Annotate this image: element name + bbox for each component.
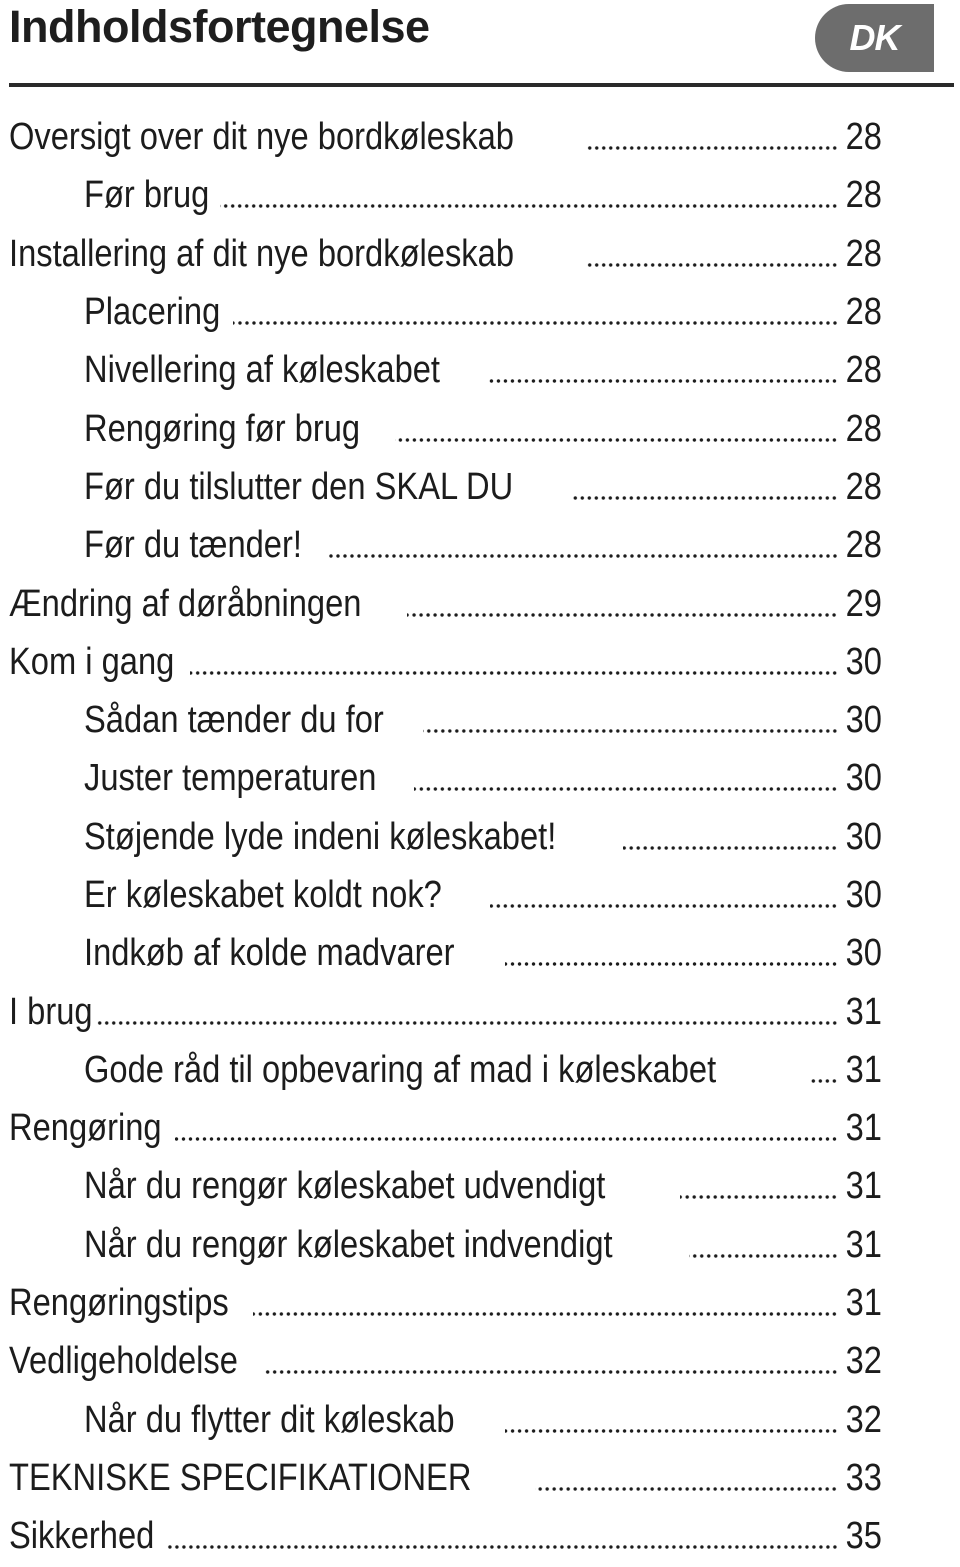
dot-leader	[167, 1545, 838, 1549]
dot-leader	[585, 146, 838, 150]
dot-leader	[535, 1487, 838, 1491]
dot-leader	[423, 729, 838, 733]
toc-entry-page-number: 30	[845, 640, 882, 683]
toc-entry-page-number: 29	[845, 582, 882, 625]
toc-entry-title: Når du flytter dit køleskab	[84, 1398, 455, 1441]
toc-subentry[interactable]	[0, 399, 960, 457]
toc-entry-title: Placering	[84, 291, 221, 334]
toc-entry-title: Før du tænder!	[84, 524, 302, 567]
dot-leader	[809, 1079, 838, 1083]
dot-leader	[505, 962, 838, 966]
toc-entry-page-number: 30	[845, 699, 882, 742]
toc-entry-title: Juster temperaturen	[84, 757, 377, 800]
toc-entry-page-number: 28	[845, 174, 882, 217]
toc-entry-title: Sådan tænder du for	[84, 699, 384, 742]
toc-entry-page-number: 31	[845, 990, 882, 1033]
dot-leader	[395, 438, 838, 442]
toc-entry-page-number: 31	[845, 1048, 882, 1091]
toc-subentry[interactable]	[0, 749, 960, 807]
toc-subentry[interactable]	[0, 341, 960, 399]
dot-leader	[264, 1370, 838, 1374]
toc-subentry[interactable]	[0, 458, 960, 516]
toc-entry[interactable]	[0, 982, 960, 1040]
toc-subentry[interactable]	[0, 808, 960, 866]
toc-entry-title: TEKNISKE SPECIFIKATIONER	[9, 1456, 472, 1499]
toc-entry[interactable]	[0, 574, 960, 632]
toc-entry-page-number: 31	[845, 1107, 882, 1150]
toc-entry-page-number: 28	[845, 524, 882, 567]
toc-entry-title: I brug	[9, 990, 93, 1033]
toc-entry-title: Før brug	[84, 174, 210, 217]
dot-leader	[220, 204, 838, 208]
toc-entry-page-number: 32	[845, 1398, 882, 1441]
toc-entry-page-number: 33	[845, 1456, 882, 1499]
toc-entry-page-number: 28	[845, 291, 882, 334]
toc-entry-title: Vedligeholdelse	[9, 1340, 238, 1383]
language-badge: DK	[815, 4, 934, 72]
toc-subentry[interactable]	[0, 1157, 960, 1215]
page-title: Indholdsfortegnelse	[9, 1, 430, 52]
toc-subentry[interactable]	[0, 924, 960, 982]
toc-entry-title: Sikkerhed	[9, 1515, 155, 1558]
toc-entry-page-number: 31	[845, 1165, 882, 1208]
toc-entry-title: Rengøring	[9, 1107, 162, 1150]
toc-entry[interactable]	[0, 1507, 960, 1565]
toc-entry[interactable]	[0, 1449, 960, 1507]
toc-entry-title: Når du rengør køleskabet indvendigt	[84, 1223, 613, 1266]
dot-leader	[490, 904, 838, 908]
dot-leader	[680, 1195, 838, 1199]
toc-entry-page-number: 28	[845, 116, 882, 159]
toc-subentry[interactable]	[0, 691, 960, 749]
toc-entry-title: Støjende lyde indeni køleskabet!	[84, 815, 557, 858]
dot-leader	[190, 671, 838, 675]
toc-subentry[interactable]	[0, 1216, 960, 1274]
toc-entry-title: Når du rengør køleskabet udvendigt	[84, 1165, 606, 1208]
toc-entry-page-number: 30	[845, 757, 882, 800]
dot-leader	[175, 1137, 838, 1141]
toc-entry-page-number: 31	[845, 1282, 882, 1325]
toc-subentry[interactable]	[0, 1041, 960, 1099]
toc-entry[interactable]	[0, 225, 960, 283]
dot-leader	[488, 379, 838, 383]
toc-subentry[interactable]	[0, 866, 960, 924]
toc-entry-title: Indkøb af kolde madvarer	[84, 932, 455, 975]
toc-subentry[interactable]	[0, 166, 960, 224]
dot-leader	[689, 1254, 838, 1258]
toc-entry[interactable]	[0, 1099, 960, 1157]
dot-leader	[585, 263, 838, 267]
toc-entry-page-number: 28	[845, 349, 882, 392]
dot-leader	[414, 787, 838, 791]
toc-entry[interactable]	[0, 108, 960, 166]
toc-entry-page-number: 31	[845, 1223, 882, 1266]
toc-entry-page-number: 35	[845, 1515, 882, 1558]
toc-entry[interactable]	[0, 1274, 960, 1332]
page-header	[0, 0, 960, 90]
dot-leader	[623, 846, 838, 850]
toc-entry-page-number: 28	[845, 232, 882, 275]
toc-entry-page-number: 28	[845, 465, 882, 508]
dot-leader	[328, 554, 838, 558]
toc-entry-page-number: 30	[845, 815, 882, 858]
toc-entry[interactable]	[0, 1332, 960, 1390]
dot-leader	[95, 1021, 838, 1025]
toc-entry-page-number: 30	[845, 932, 882, 975]
dot-leader	[233, 321, 838, 325]
toc-entry-title: Før du tilslutter den SKAL DU	[84, 465, 514, 508]
toc-entry-title: Nivellering af køleskabet	[84, 349, 441, 392]
toc-entry-title: Rengøring før brug	[84, 407, 361, 450]
toc-entry-title: Gode råd til opbevaring af mad i køleskabet	[84, 1048, 717, 1091]
toc-entry-title: Kom i gang	[9, 640, 175, 683]
toc-entry[interactable]	[0, 633, 960, 691]
toc-entry-page-number: 32	[845, 1340, 882, 1383]
header-divider	[9, 83, 954, 87]
dot-leader	[407, 613, 838, 617]
dot-leader	[253, 1312, 838, 1316]
toc-subentry[interactable]	[0, 1391, 960, 1449]
toc-entry-page-number: 28	[845, 407, 882, 450]
toc-entry-title: Oversigt over dit nye bordkøleskab	[9, 116, 514, 159]
toc-entry-title: Er køleskabet koldt nok?	[84, 874, 442, 916]
toc-entry-title: Installering af dit nye bordkøleskab	[9, 232, 514, 275]
toc-entry-title: Ændring af døråbningen	[9, 582, 362, 625]
dot-leader	[573, 496, 838, 500]
toc-subentry[interactable]	[0, 516, 960, 574]
toc-entry-page-number: 30	[845, 874, 882, 916]
toc-entry-title: Rengøringstips	[9, 1282, 229, 1325]
toc-subentry[interactable]	[0, 283, 960, 341]
table-of-contents	[0, 108, 960, 1565]
dot-leader	[505, 1429, 838, 1433]
